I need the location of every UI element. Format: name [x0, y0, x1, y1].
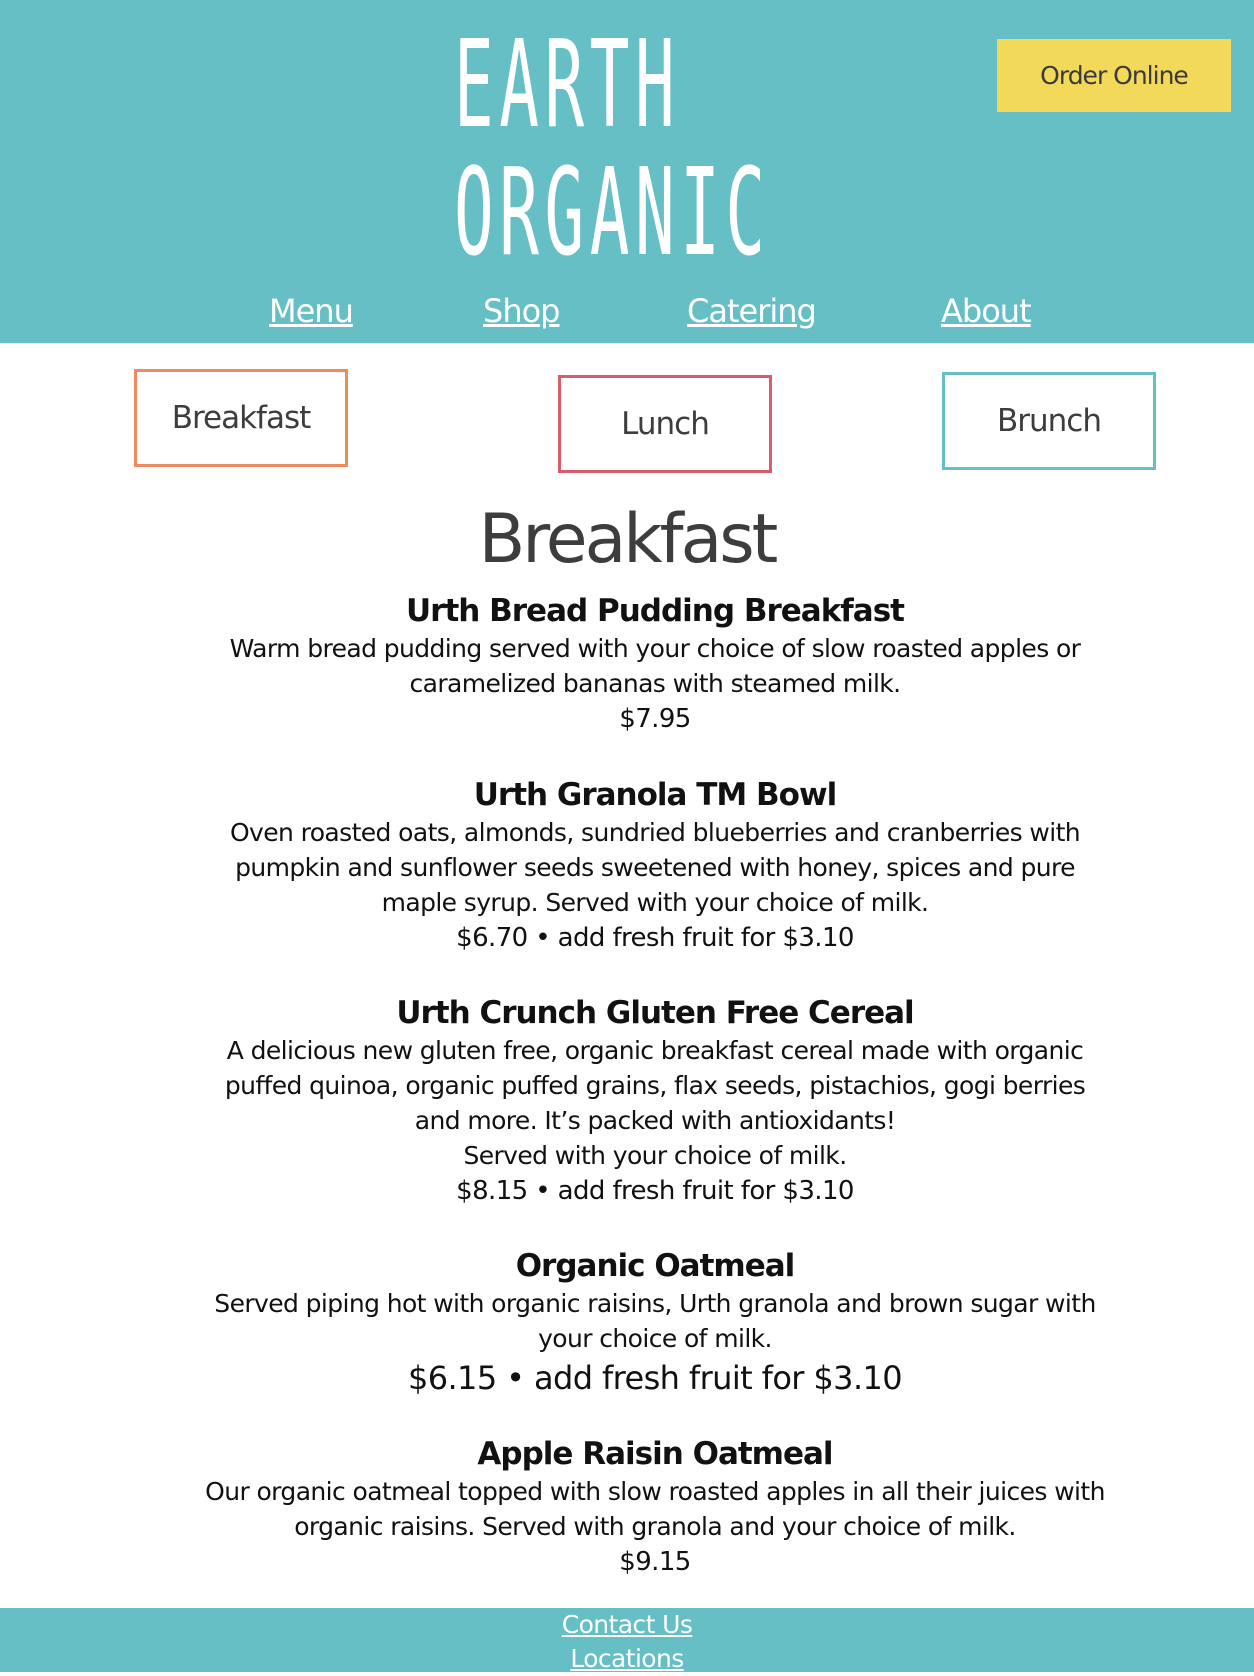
item-desc-line: Our organic oatmeal topped with slow roasted apples in all their juices with: [205, 1477, 1105, 1506]
logo[interactable]: [454, 16, 771, 283]
item-name: Urth Bread Pudding Breakfast: [406, 593, 904, 629]
menu-list: [200, 591, 1110, 1581]
item-desc-line: your choice of milk.: [538, 1324, 772, 1353]
tab-brunch[interactable]: Brunch: [942, 372, 1156, 470]
order-online-button[interactable]: Order Online: [997, 39, 1231, 112]
item-desc-line: pumpkin and sunflower seeds sweetened with honey, spices and pure: [235, 853, 1075, 882]
site-footer: [0, 1608, 1254, 1672]
nav-shop-link[interactable]: Shop: [483, 292, 560, 330]
item-desc-line: organic raisins. Served with granola and your choice of milk.: [294, 1512, 1016, 1541]
item-desc-line: puffed quinoa, organic puffed grains, flax seeds, pistachios, gogi berries: [224, 1071, 1086, 1100]
section-title: Breakfast: [478, 500, 776, 579]
logo-line-2: ORGANIC: [454, 144, 771, 283]
item-desc-line: Oven roasted oats, almonds, sundried blueberries and cranberries with: [229, 818, 1081, 847]
tab-breakfast[interactable]: Breakfast: [134, 369, 348, 467]
nav-about-link[interactable]: About: [941, 292, 1031, 330]
item-desc-line: Served piping hot with organic raisins, Urth granola and brown sugar with: [214, 1289, 1096, 1318]
menu-item: [200, 591, 1110, 738]
item-desc-line: and more. It’s packed with antioxidants!: [414, 1106, 896, 1135]
item-desc-line: Served with your choice of milk.: [463, 1141, 847, 1170]
item-price: $9.15: [619, 1547, 691, 1577]
item-price: $6.15 • add fresh fruit for $3.10: [407, 1359, 903, 1397]
locations-link[interactable]: Locations: [570, 1644, 684, 1673]
contact-us-link[interactable]: Contact Us: [561, 1610, 693, 1639]
item-desc-line: maple syrup. Served with your choice of milk.: [381, 888, 929, 917]
site-header: [0, 0, 1254, 343]
item-name: Organic Oatmeal: [515, 1248, 795, 1284]
item-name: Urth Crunch Gluten Free Cereal: [396, 995, 914, 1031]
item-price: $6.70 • add fresh fruit for $3.10: [456, 923, 854, 953]
item-price: $7.95: [619, 704, 691, 734]
item-desc-line: Warm bread pudding served with your choice of slow roasted apples or: [229, 634, 1081, 663]
logo-line-1: EARTH: [454, 16, 681, 155]
item-price: $8.15 • add fresh fruit for $3.10: [456, 1176, 854, 1206]
nav-menu-link[interactable]: Menu: [269, 292, 353, 330]
menu-item: [200, 1434, 1110, 1581]
item-name: Urth Granola TM Bowl: [473, 777, 837, 813]
menu-item: [200, 1246, 1110, 1400]
item-name: Apple Raisin Oatmeal: [477, 1436, 833, 1472]
menu-item: [200, 993, 1110, 1210]
nav-catering-link[interactable]: Catering: [687, 292, 816, 330]
menu-item: [200, 775, 1110, 957]
tab-lunch[interactable]: Lunch: [558, 375, 772, 473]
item-desc-line: caramelized bananas with steamed milk.: [409, 669, 901, 698]
item-desc-line: A delicious new gluten free, organic breakfast cereal made with organic: [226, 1036, 1084, 1065]
